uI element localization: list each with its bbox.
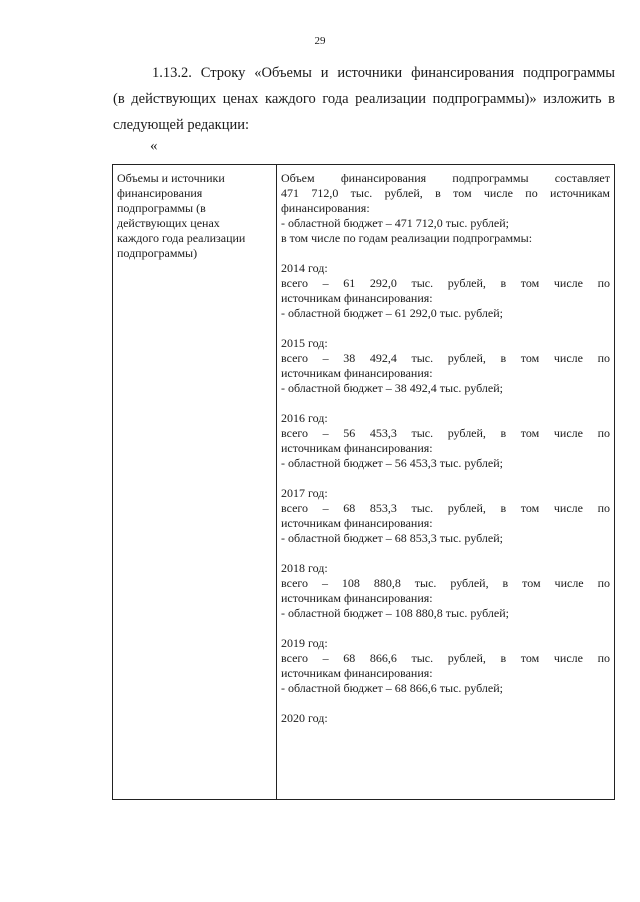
year-sources: источникам финансирования: (281, 441, 433, 455)
intro-line-1: 1.13.2. Строку «Объемы и источники финансирования подпрограммы (152, 65, 615, 81)
funding-table (112, 164, 615, 800)
row-header-line: подпрограммы) (117, 246, 198, 260)
year-label: 2014 год: (281, 261, 328, 275)
year-total: всего – 108 880,8 тыс. рублей, в том числе по (281, 576, 610, 590)
year-block-2016 (281, 411, 610, 471)
year-total: всего – 56 453,3 тыс. рублей, в том числе по (281, 426, 610, 440)
year-budget: - областной бюджет – 56 453,3 тыс. рублей; (281, 456, 503, 470)
year-block-2019 (281, 636, 610, 696)
year-budget: - областной бюджет – 38 492,4 тыс. рублей; (281, 381, 503, 395)
year-budget: - областной бюджет – 68 853,3 тыс. рублей; (281, 531, 503, 545)
row-header-cell (117, 171, 272, 261)
opening-quote-mark: « (150, 138, 158, 154)
year-total: всего – 61 292,0 тыс. рублей, в том числе по (281, 276, 610, 290)
row-header-line: Объемы и источники (117, 171, 225, 185)
year-label: 2020 год: (281, 711, 328, 725)
year-label: 2015 год: (281, 336, 328, 350)
summary-line: в том числе по годам реализации подпрограммы: (281, 231, 533, 245)
year-label: 2017 год: (281, 486, 328, 500)
year-block-2014 (281, 261, 610, 321)
funding-details-cell (281, 171, 610, 726)
year-budget: - областной бюджет – 61 292,0 тыс. рублей; (281, 306, 503, 320)
year-budget: - областной бюджет – 108 880,8 тыс. рублей; (281, 606, 509, 620)
year-block-2020 (281, 711, 610, 726)
year-block-2015 (281, 336, 610, 396)
summary-line: Объем финансирования подпрограммы составляет (281, 171, 610, 185)
row-header-line: финансирования (117, 186, 203, 200)
intro-line-2: (в действующих ценах каждого года реализации подпрограммы)» изложить в (113, 91, 615, 107)
funding-summary (281, 171, 610, 246)
year-label: 2019 год: (281, 636, 328, 650)
year-sources: источникам финансирования: (281, 366, 433, 380)
summary-line: 471 712,0 тыс. рублей, в том числе по источникам (281, 186, 610, 200)
summary-line: финансирования: (281, 201, 370, 215)
year-sources: источникам финансирования: (281, 291, 433, 305)
year-block-2018 (281, 561, 610, 621)
row-header-line: подпрограммы (в (117, 201, 206, 215)
year-sources: источникам финансирования: (281, 666, 433, 680)
year-sources: источникам финансирования: (281, 591, 433, 605)
summary-line: - областной бюджет – 471 712,0 тыс. рублей; (281, 216, 509, 230)
year-label: 2016 год: (281, 411, 328, 425)
year-total: всего – 68 853,3 тыс. рублей, в том числе по (281, 501, 610, 515)
page-number: 29 (314, 35, 326, 47)
intro-line-3: следующей редакции: (113, 117, 250, 133)
year-block-2017 (281, 486, 610, 546)
year-total: всего – 38 492,4 тыс. рублей, в том числе по (281, 351, 610, 365)
column-divider (276, 165, 277, 799)
year-sources: источникам финансирования: (281, 516, 433, 530)
row-header-line: действующих ценах (117, 216, 220, 230)
year-total: всего – 68 866,6 тыс. рублей, в том числе по (281, 651, 610, 665)
row-header-line: каждого года реализации (117, 231, 246, 245)
year-budget: - областной бюджет – 68 866,6 тыс. рублей; (281, 681, 503, 695)
year-label: 2018 год: (281, 561, 328, 575)
